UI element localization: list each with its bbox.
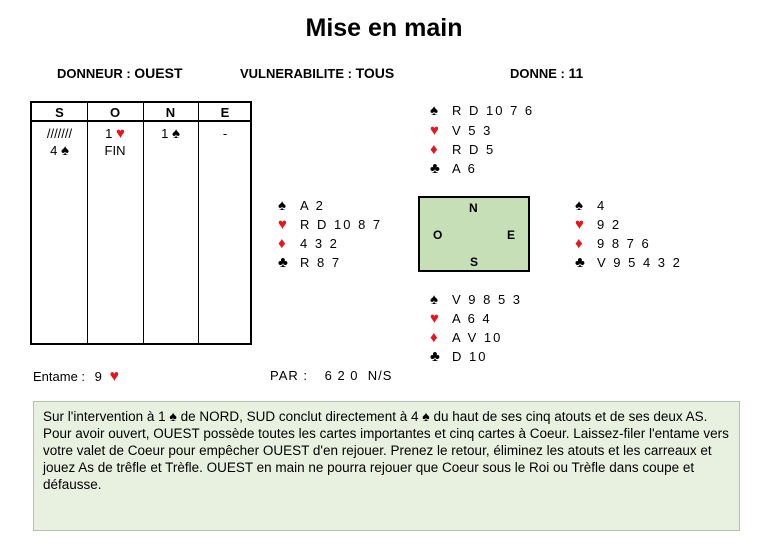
- bid-col-north: N: [143, 103, 198, 122]
- bid-south-1: ///////: [46, 126, 73, 141]
- west-clubs: ♣ R 8 7: [278, 254, 342, 271]
- par-value: 6 2 0 N/S: [324, 368, 393, 383]
- spade-icon: ♠: [171, 125, 180, 142]
- bridge-table: [418, 196, 530, 272]
- south-clubs: ♣ D 10: [430, 348, 488, 365]
- table-dir-north: N: [469, 201, 478, 215]
- spade-icon: ♠: [575, 197, 583, 214]
- east-diamonds: ♦ 9 8 7 6: [575, 235, 651, 252]
- heart-icon: ♥: [109, 368, 120, 385]
- bid-level: 1: [161, 126, 169, 141]
- heart-icon: ♥: [115, 125, 125, 142]
- donne-label: DONNE :: [510, 66, 565, 81]
- east-spades: ♠ 4: [575, 197, 607, 214]
- par-score: [270, 368, 392, 383]
- par-label: PAR :: [270, 368, 308, 383]
- vulnerability-info: [240, 65, 394, 81]
- bid-col-south: S: [32, 103, 87, 122]
- donne-info: [510, 65, 583, 81]
- donneur-value: OUEST: [134, 65, 183, 81]
- south-hearts: ♥ A 6 4: [430, 310, 492, 327]
- south-spades: ♠ V 9 8 5 3: [430, 291, 523, 308]
- diamond-icon: ♦: [430, 329, 438, 346]
- donne-value: 11: [568, 65, 584, 81]
- club-icon: ♣: [430, 348, 440, 365]
- donneur-label: DONNEUR :: [57, 66, 131, 81]
- entame-label: Entame :: [33, 369, 86, 384]
- entame-value: 9: [94, 369, 102, 384]
- north-spades: ♠ R D 10 7 6: [430, 102, 535, 119]
- bid-west-1: [87, 126, 143, 142]
- bid-south-2: [32, 143, 87, 159]
- table-dir-east: E: [507, 228, 516, 242]
- spade-icon: ♠: [430, 291, 438, 308]
- bid-north-1: [143, 126, 198, 142]
- vuln-label: VULNERABILITE :: [240, 66, 352, 81]
- opening-lead: [33, 368, 119, 386]
- west-diamonds: ♦ 4 3 2: [278, 235, 339, 252]
- vuln-value: TOUS: [355, 65, 395, 81]
- diamond-icon: ♦: [278, 235, 286, 252]
- spade-icon: ♠: [422, 408, 430, 424]
- commentary-para-1: Sur l'intervention à 1 ♠ de NORD, SUD conclut directement à 4 ♠ du haut de ses cinq atouts et de ses deux AS.: [43, 408, 708, 424]
- west-hearts: ♥ R D 10 8 7: [278, 216, 383, 233]
- north-diamonds: ♦ R D 5: [430, 141, 496, 158]
- west-spades: ♠ A 2: [278, 197, 325, 214]
- club-icon: ♣: [430, 160, 440, 177]
- east-clubs: ♣ V 9 5 4 3 2: [575, 254, 682, 271]
- club-icon: ♣: [278, 254, 288, 271]
- diamond-icon: ♦: [430, 141, 438, 158]
- donneur-info: [57, 65, 183, 81]
- commentary-para-2: Pour avoir ouvert, OUEST possède toutes les cartes importantes et cinq cartes à Coeur. Laissez-filer l'entame vers votre valet de Coeur pour empêcher OUEST d'en rejouer. Prenez le retour, éliminez les atouts et les carreaux et jouez As de trêfle et Trèfle. OUEST en main ne pourra rejouer que Coeur sous le Roi ou Trèfle dans coupe et défausse.: [43, 426, 729, 492]
- north-hearts: ♥ V 5 3: [430, 122, 493, 139]
- bid-level: 4: [50, 143, 58, 158]
- south-diamonds: ♦ A V 10: [430, 329, 503, 346]
- bid-col-east: E: [198, 103, 252, 122]
- page-title: Mise en main: [305, 14, 463, 42]
- bid-west-2: FIN: [104, 143, 126, 158]
- bidding-table: [30, 101, 252, 345]
- spade-icon: ♠: [278, 197, 286, 214]
- commentary-box: [33, 401, 740, 531]
- table-dir-west: O: [433, 228, 443, 242]
- bid-level: 1: [105, 126, 113, 141]
- diamond-icon: ♦: [575, 235, 583, 252]
- spade-icon: ♠: [169, 408, 177, 424]
- club-icon: ♣: [575, 254, 585, 271]
- spade-icon: ♠: [430, 102, 438, 119]
- east-hearts: ♥ 9 2: [575, 216, 622, 233]
- spade-icon: ♠: [60, 142, 69, 159]
- heart-icon: ♥: [575, 216, 584, 233]
- heart-icon: ♥: [430, 310, 439, 327]
- table-dir-south: S: [470, 255, 479, 269]
- heart-icon: ♥: [430, 122, 439, 139]
- north-clubs: ♣ A 6: [430, 160, 477, 177]
- bid-east-1: -: [222, 126, 228, 141]
- bid-col-west: O: [87, 103, 143, 122]
- heart-icon: ♥: [278, 216, 287, 233]
